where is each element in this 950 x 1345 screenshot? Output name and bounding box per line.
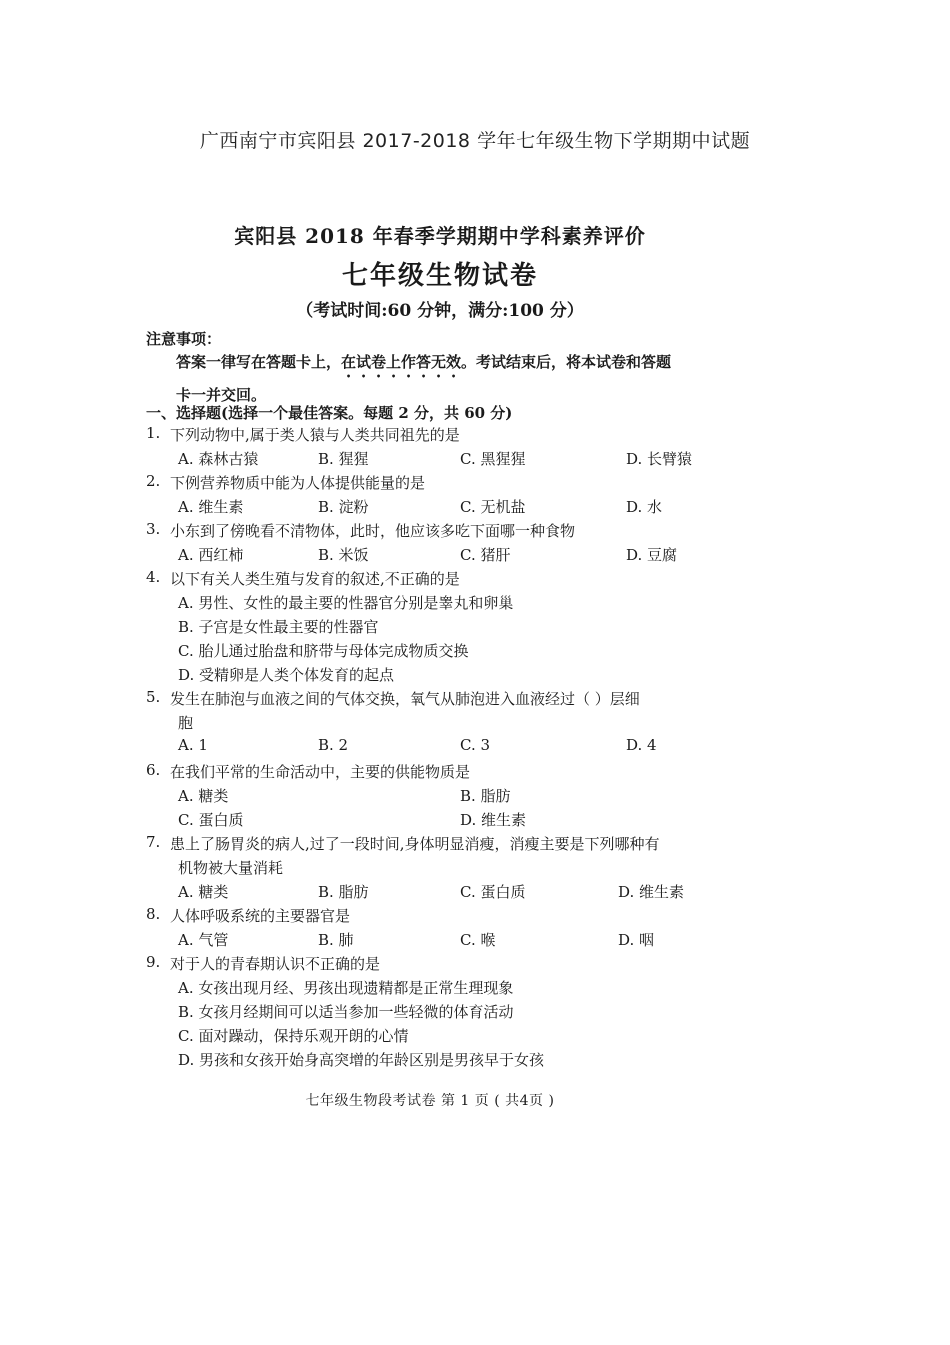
question-stem: 下例营养物质中能为人体提供能量的是 bbox=[170, 474, 426, 492]
answer-option: C. 蛋白质 bbox=[460, 883, 526, 901]
answer-option: C. 猪肝 bbox=[460, 546, 511, 564]
answer-option: D. 长臂猿 bbox=[626, 450, 693, 468]
question-stem: 在我们平常的生命活动中，主要的供能物质是 bbox=[170, 763, 471, 781]
answer-option: B. 淀粉 bbox=[318, 498, 369, 516]
answer-option: B. 猩猩 bbox=[318, 450, 369, 468]
question-number: 4. bbox=[146, 568, 161, 586]
exam-header-county: 宾阳县 2018 年春季学期期中学科素养评价 bbox=[234, 224, 646, 248]
answer-option: B. 肺 bbox=[318, 931, 354, 949]
answer-option: A. 森林古猿 bbox=[178, 450, 259, 468]
answer-option: D. 维生素 bbox=[460, 811, 527, 829]
question-number: 7. bbox=[146, 833, 161, 851]
question-number: 2. bbox=[146, 472, 161, 490]
answer-option: A. 气管 bbox=[178, 931, 229, 949]
answer-option: D. 豆腐 bbox=[626, 546, 678, 564]
document-title: 广西南宁市宾阳县 2017-2018 学年七年级生物下学期期中试题 bbox=[199, 130, 751, 152]
answer-option: A. 糖类 bbox=[178, 787, 229, 805]
question-number: 3. bbox=[146, 520, 161, 538]
answer-option: C. 3 bbox=[460, 736, 491, 754]
answer-option: B. 脂肪 bbox=[318, 883, 369, 901]
answer-option: D. 维生素 bbox=[618, 883, 685, 901]
answer-option: B. 子宫是女性最主要的性器官 bbox=[178, 618, 379, 636]
answer-option: A. 糖类 bbox=[178, 883, 229, 901]
section-heading: 一、选择题(选择一个最佳答案。每题 2 分，共 60 分) bbox=[146, 404, 513, 422]
answer-option: A. 维生素 bbox=[178, 498, 244, 516]
answer-option: A. 男性、女性的最主要的性器官分别是睾丸和卵巢 bbox=[178, 594, 514, 612]
answer-option: D. 4 bbox=[626, 736, 657, 754]
answer-option: B. 女孩月经期间可以适当参加一些轻微的体育活动 bbox=[178, 1003, 514, 1021]
question-number: 5. bbox=[146, 688, 161, 706]
answer-option: B. 2 bbox=[318, 736, 349, 754]
answer-option: B. 脂肪 bbox=[460, 787, 511, 805]
question-number: 9. bbox=[146, 953, 161, 971]
notice-text-b: 。考试结束后，将本试卷和答题 bbox=[461, 353, 672, 371]
answer-option: A. 1 bbox=[178, 736, 208, 754]
answer-option: C. 无机盐 bbox=[460, 498, 526, 516]
answer-option: C. 蛋白质 bbox=[178, 811, 244, 829]
question-stem: 发生在肺泡与血液之间的气体交换，氧气从肺泡进入血液经过（ ）层细 bbox=[170, 690, 640, 708]
answer-option: A. 女孩出现月经、男孩出现遗精都是正常生理现象 bbox=[178, 979, 514, 997]
exam-header-duration: （考试时间:60 分钟，满分:100 分） bbox=[296, 301, 584, 321]
answer-option: D. 咽 bbox=[618, 931, 655, 949]
question-stem: 以下有关人类生殖与发育的叙述,不正确的是 bbox=[170, 570, 460, 588]
question-stem: 胞 bbox=[178, 714, 194, 732]
answer-option: C. 胎儿通过胎盘和脐带与母体完成物质交换 bbox=[178, 642, 469, 660]
question-stem: 小东到了傍晚看不清物体，此时，他应该多吃下面哪一种食物 bbox=[170, 522, 576, 540]
answer-option: C. 黑猩猩 bbox=[460, 450, 526, 468]
answer-option: D. 男孩和女孩开始身高突增的年龄区别是男孩早于女孩 bbox=[178, 1051, 545, 1069]
notice-text bbox=[176, 348, 736, 410]
answer-option: D. 水 bbox=[626, 498, 663, 516]
question-number: 6. bbox=[146, 761, 161, 779]
answer-option: A. 西红柿 bbox=[178, 546, 244, 564]
exam-header-title: 七年级生物试卷 bbox=[341, 261, 538, 291]
question-stem: 人体呼吸系统的主要器官是 bbox=[170, 907, 351, 925]
answer-option: C. 喉 bbox=[460, 931, 496, 949]
question-number: 1. bbox=[146, 424, 161, 442]
notice-label: 注意事项： bbox=[146, 330, 222, 348]
answer-option: C. 面对躁动，保持乐观开朗的心情 bbox=[178, 1027, 409, 1045]
notice-text-a: 答案一律写在答题卡上， bbox=[176, 353, 342, 371]
answer-option: D. 受精卵是人类个体发育的起点 bbox=[178, 666, 395, 684]
question-stem: 下列动物中,属于类人猿与人类共同祖先的是 bbox=[170, 426, 460, 444]
page-footer: 七年级生物段考试卷 第 1 页 ( 共4页 ) bbox=[305, 1093, 555, 1109]
question-stem: 对于人的青春期认识不正确的是 bbox=[170, 955, 381, 973]
question-stem: 患上了肠胃炎的病人,过了一段时间,身体明显消瘦，消瘦主要是下列哪种有 bbox=[170, 835, 660, 853]
question-stem: 机物被大量消耗 bbox=[178, 859, 284, 877]
notice-text-c: 卡一并交回。 bbox=[176, 386, 267, 404]
notice-text-emphasis: 在试卷上作答无效 bbox=[341, 353, 462, 371]
question-number: 8. bbox=[146, 905, 161, 923]
answer-option: B. 米饭 bbox=[318, 546, 369, 564]
